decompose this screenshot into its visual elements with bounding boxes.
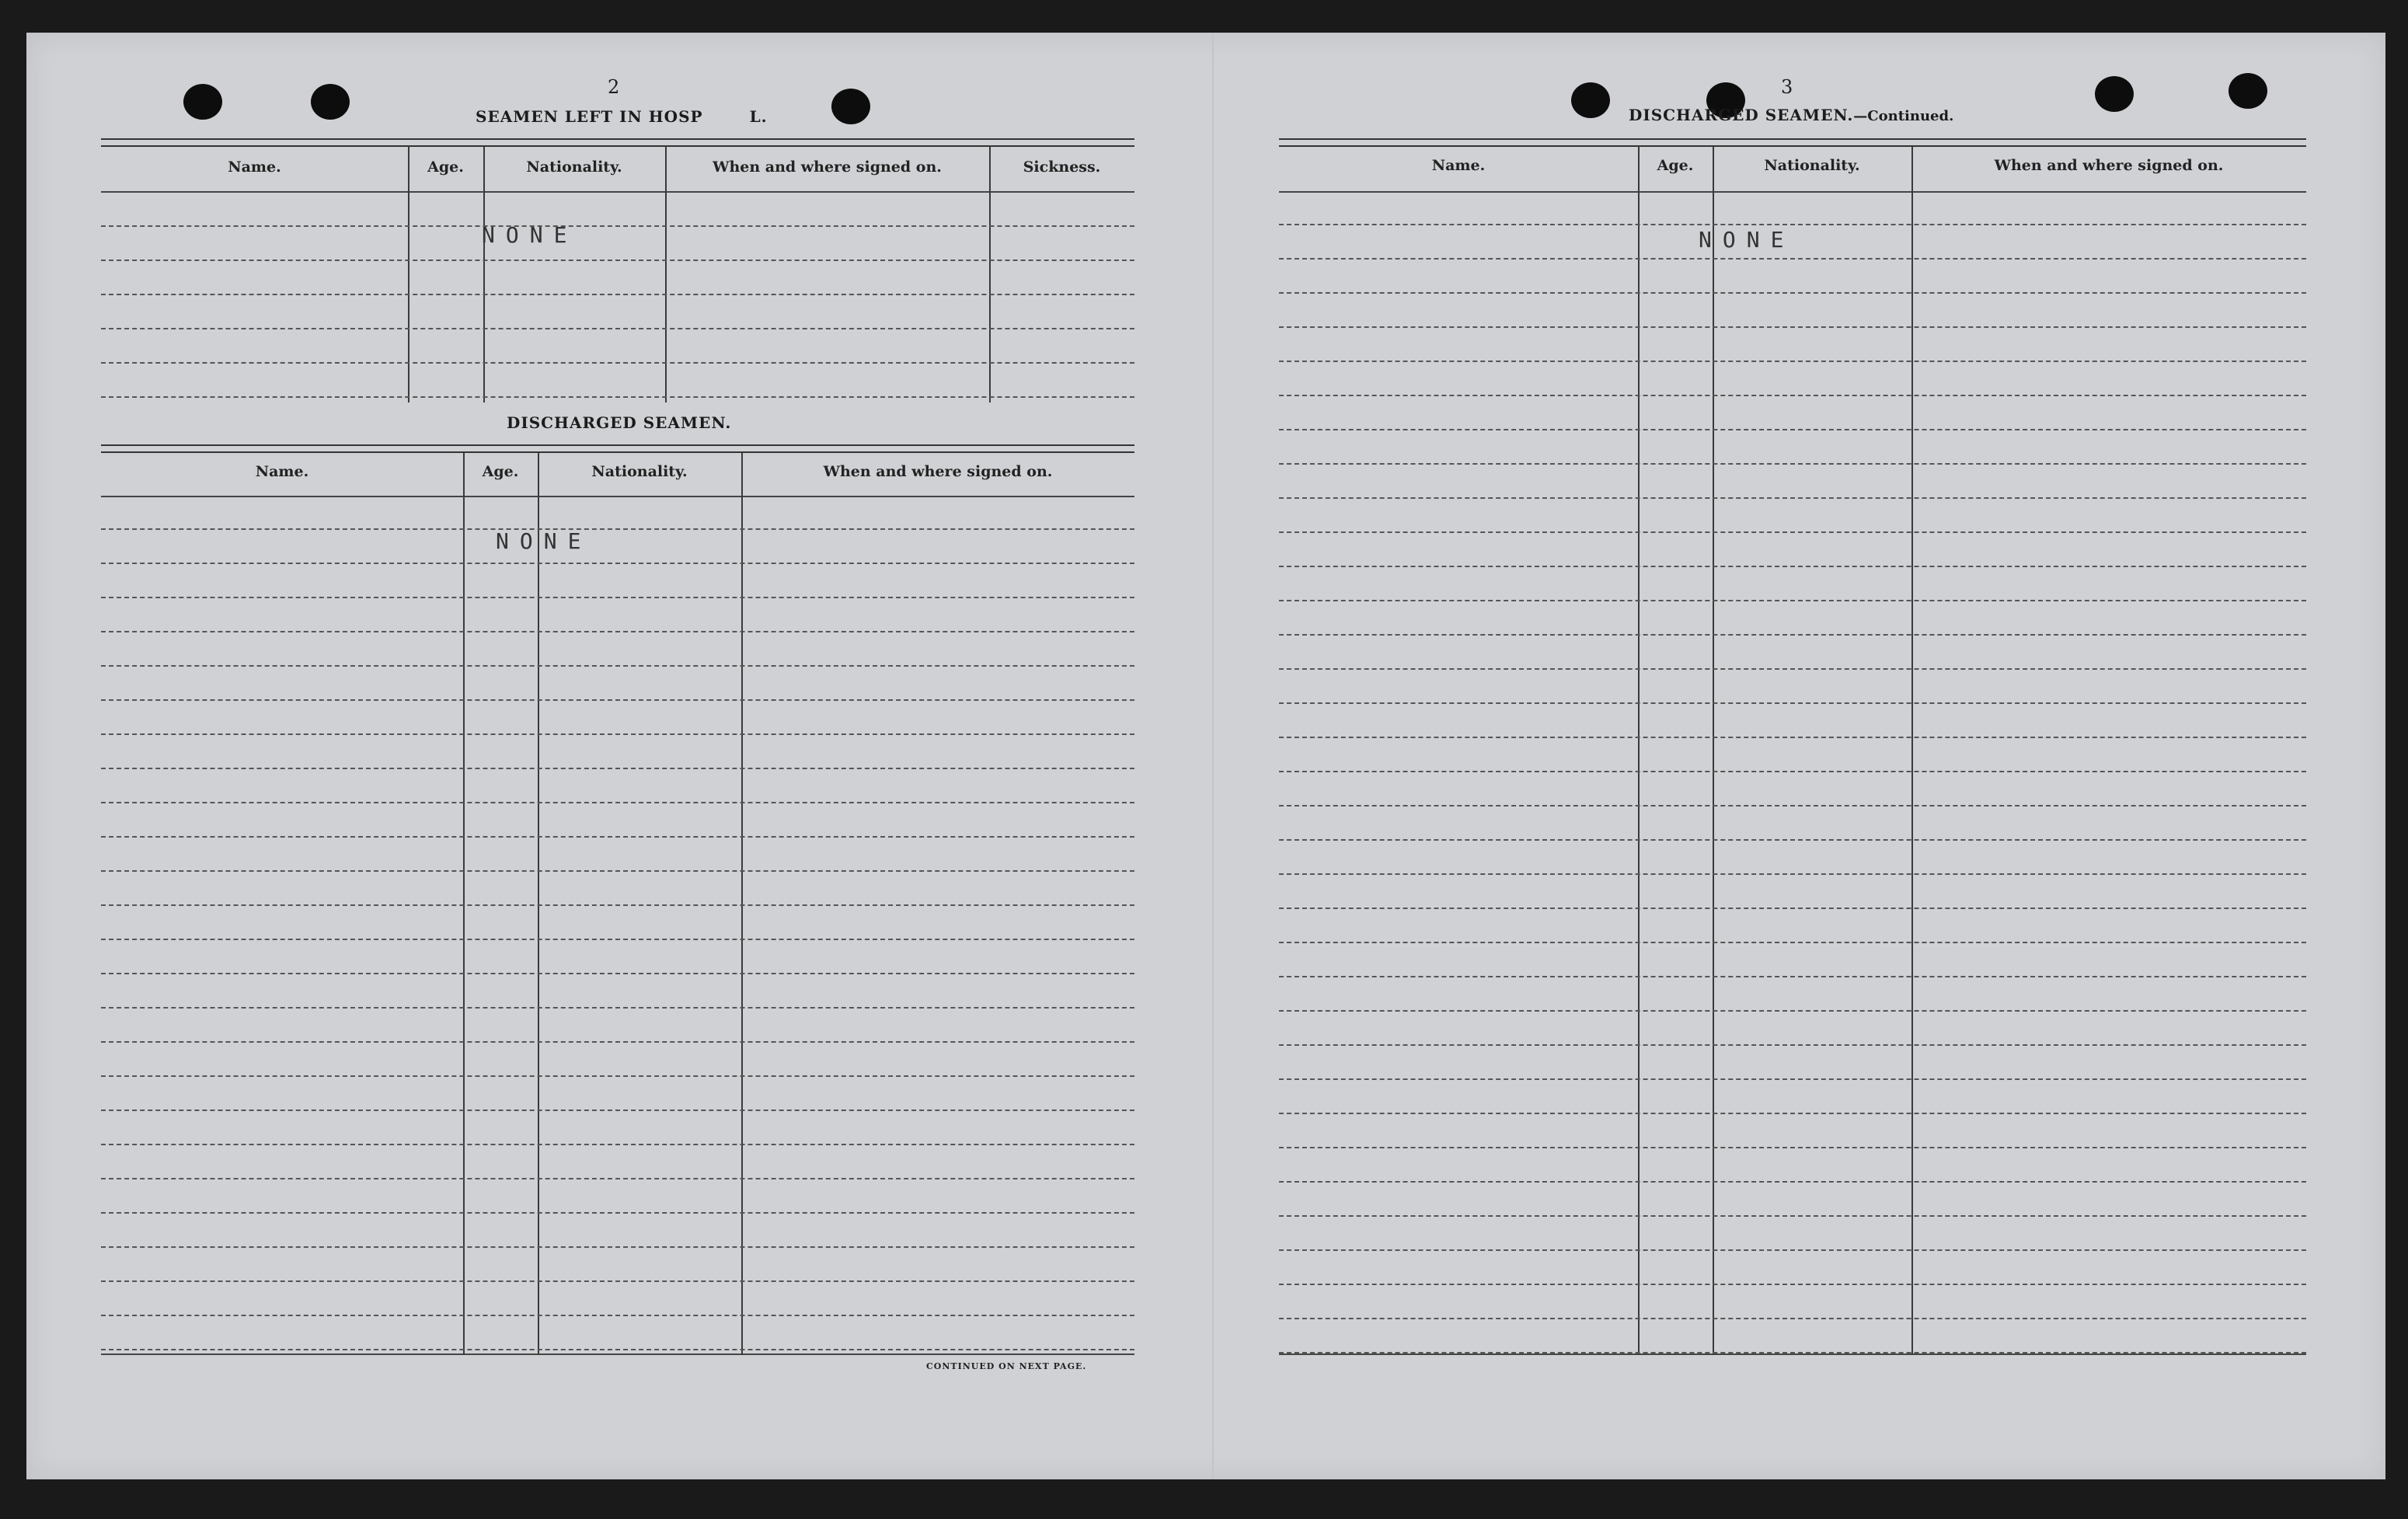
dashed-row-line — [1279, 771, 2306, 772]
typed-none-entry: NONE — [482, 222, 578, 248]
dashed-row-line — [101, 1246, 1134, 1248]
col-name: Name. — [228, 159, 281, 176]
discharged-continued-table — [1279, 138, 2306, 1355]
hospital-table — [101, 138, 1134, 402]
dashed-row-line — [101, 1280, 1134, 1282]
col-name: Name. — [1431, 157, 1486, 174]
dashed-row-line — [1279, 668, 2306, 670]
dashed-row-line — [1279, 1044, 2306, 1046]
discharged-continued-title — [1629, 106, 1953, 124]
column-divider — [665, 146, 667, 402]
dashed-row-line — [1279, 873, 2306, 875]
dashed-row-line — [101, 528, 1134, 530]
dashed-row-line — [101, 699, 1134, 701]
dashed-row-line — [1279, 1352, 2306, 1354]
dashed-row-line — [1279, 1078, 2306, 1080]
dashed-row-line — [1279, 224, 2306, 225]
dashed-row-line — [1279, 566, 2306, 567]
hospital-section-title — [476, 107, 768, 126]
dashed-row-line — [101, 362, 1134, 364]
dashed-row-line — [1279, 1010, 2306, 1012]
dashed-row-line — [1279, 1181, 2306, 1183]
dashed-row-line — [1279, 497, 2306, 499]
dashed-row-line — [101, 225, 1134, 227]
punch-hole — [2095, 76, 2134, 112]
dashed-row-line — [1279, 1215, 2306, 1217]
col-nationality: Nationality. — [526, 159, 622, 176]
dashed-row-line — [1279, 1147, 2306, 1148]
dashed-row-line — [1279, 702, 2306, 704]
punch-hole — [311, 84, 350, 120]
header-rule — [101, 191, 1134, 193]
col-signed-on: When and where signed on. — [713, 159, 942, 176]
dashed-row-line — [101, 631, 1134, 632]
dashed-row-line — [101, 768, 1134, 769]
col-signed-on: When and where signed on. — [823, 463, 1053, 480]
dashed-row-line — [101, 1315, 1134, 1316]
col-name: Name. — [255, 463, 309, 480]
table-top-rule — [101, 138, 1134, 147]
dashed-row-line — [1279, 942, 2306, 943]
dashed-row-line — [1279, 531, 2306, 533]
col-sickness: Sickness. — [1023, 159, 1101, 176]
dashed-row-line — [101, 802, 1134, 803]
dashed-row-line — [1279, 976, 2306, 977]
dashed-row-line — [1279, 292, 2306, 294]
column-divider — [989, 146, 991, 402]
dashed-row-line — [1279, 600, 2306, 601]
header-rule — [1279, 191, 2306, 193]
punch-hole — [2229, 73, 2267, 109]
table-bottom-rule — [1279, 1354, 2306, 1355]
punch-hole — [1571, 82, 1610, 118]
dashed-row-line — [101, 1007, 1134, 1009]
dashed-row-line — [101, 733, 1134, 735]
continued-title-text: DISCHARGED SEAMEN. — [1629, 106, 1854, 124]
typed-none-entry: NONE — [496, 528, 592, 554]
dashed-row-line — [1279, 1249, 2306, 1251]
table-top-rule — [1279, 138, 2306, 147]
discharged-table — [101, 444, 1134, 1355]
dashed-row-line — [101, 260, 1134, 261]
dashed-row-line — [101, 904, 1134, 906]
dashed-row-line — [101, 1110, 1134, 1111]
dashed-row-line — [101, 939, 1134, 940]
dashed-row-line — [1279, 395, 2306, 396]
dashed-row-line — [101, 1075, 1134, 1077]
typed-none-entry: NONE — [1699, 227, 1795, 253]
page-fold — [1212, 33, 1214, 1479]
dashed-row-line — [101, 973, 1134, 974]
page-number-right: 3 — [1781, 76, 1793, 98]
dashed-row-line — [101, 396, 1134, 398]
dashed-row-line — [101, 870, 1134, 872]
column-divider — [483, 146, 485, 402]
dashed-row-line — [101, 1212, 1134, 1214]
discharged-section-title: DISCHARGED SEAMEN. — [507, 413, 732, 432]
col-age: Age. — [427, 159, 464, 176]
column-divider — [463, 452, 465, 1355]
continued-title-suffix: —Continued. — [1853, 108, 1954, 124]
dashed-row-line — [1279, 839, 2306, 841]
page-number-left: 2 — [608, 76, 620, 98]
dashed-row-line — [101, 1178, 1134, 1179]
table-top-rule — [101, 444, 1134, 453]
dashed-row-line — [101, 597, 1134, 598]
dashed-row-line — [1279, 805, 2306, 807]
column-divider — [741, 452, 743, 1355]
dashed-row-line — [101, 563, 1134, 564]
dashed-row-line — [101, 1041, 1134, 1043]
dashed-row-line — [101, 328, 1134, 329]
header-rule — [101, 496, 1134, 497]
hospital-title-tail: L. — [749, 107, 768, 126]
dashed-row-line — [101, 836, 1134, 838]
dashed-row-line — [1279, 429, 2306, 430]
dashed-row-line — [1279, 1284, 2306, 1285]
hospital-title-text: SEAMEN LEFT IN HOSP — [476, 107, 703, 126]
punch-hole — [183, 84, 222, 120]
dashed-row-line — [1279, 737, 2306, 738]
column-divider — [408, 146, 409, 402]
col-age: Age. — [482, 463, 519, 480]
col-signed-on: When and where signed on. — [1994, 157, 2224, 174]
dashed-row-line — [1279, 1113, 2306, 1114]
dashed-row-line — [1279, 634, 2306, 636]
dashed-row-line — [101, 665, 1134, 667]
dashed-row-line — [101, 1349, 1134, 1350]
dashed-row-line — [1279, 1318, 2306, 1319]
dashed-row-line — [1279, 326, 2306, 328]
continued-footnote: CONTINUED ON NEXT PAGE. — [926, 1361, 1087, 1371]
dashed-row-line — [1279, 908, 2306, 909]
dashed-row-line — [101, 1144, 1134, 1145]
dashed-row-line — [1279, 258, 2306, 260]
col-age: Age. — [1657, 157, 1694, 174]
dashed-row-line — [1279, 463, 2306, 465]
dashed-row-line — [1279, 361, 2306, 362]
table-bottom-rule — [101, 1354, 1134, 1355]
col-nationality: Nationality. — [1764, 157, 1860, 174]
dashed-row-line — [101, 294, 1134, 295]
punch-hole — [831, 89, 870, 124]
column-divider — [538, 452, 539, 1355]
col-nationality: Nationality. — [591, 463, 688, 480]
